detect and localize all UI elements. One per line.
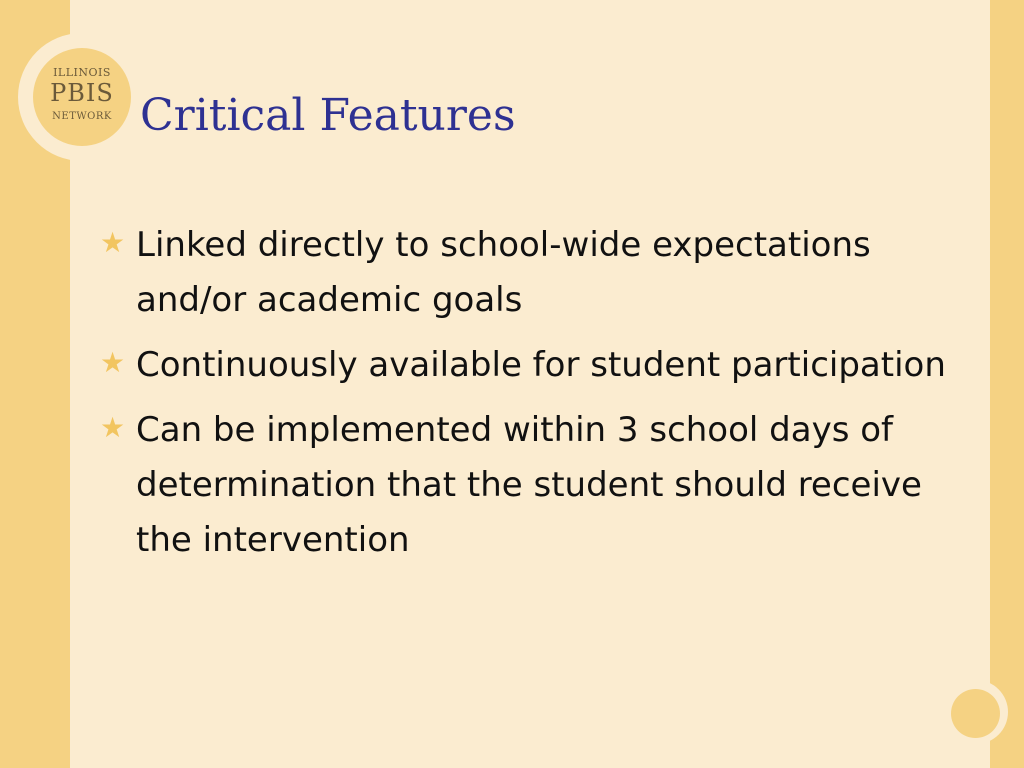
bullet-item bbox=[100, 403, 980, 568]
bullet-text: Linked directly to school-wide expectations and/or academic goals bbox=[136, 225, 871, 320]
star-icon: ★ bbox=[100, 411, 126, 444]
bullet-item bbox=[100, 218, 980, 328]
bullet-list bbox=[100, 218, 980, 578]
slide-title: Critical Features bbox=[140, 90, 516, 141]
bullet-item bbox=[100, 338, 980, 393]
bullet-text: Continuously available for student participation bbox=[136, 345, 946, 385]
corner-decoration-dot bbox=[951, 689, 1000, 738]
logo-line-network: NETWORK bbox=[52, 111, 112, 122]
bullet-text: Can be implemented within 3 school days of determination that the student should receive the intervention bbox=[136, 410, 922, 560]
star-icon: ★ bbox=[100, 346, 126, 379]
illinois-pbis-network-logo bbox=[33, 48, 131, 146]
logo-line-pbis: PBIS bbox=[50, 79, 114, 107]
star-icon: ★ bbox=[100, 226, 126, 259]
logo-line-illinois: ILLINOIS bbox=[53, 66, 111, 79]
